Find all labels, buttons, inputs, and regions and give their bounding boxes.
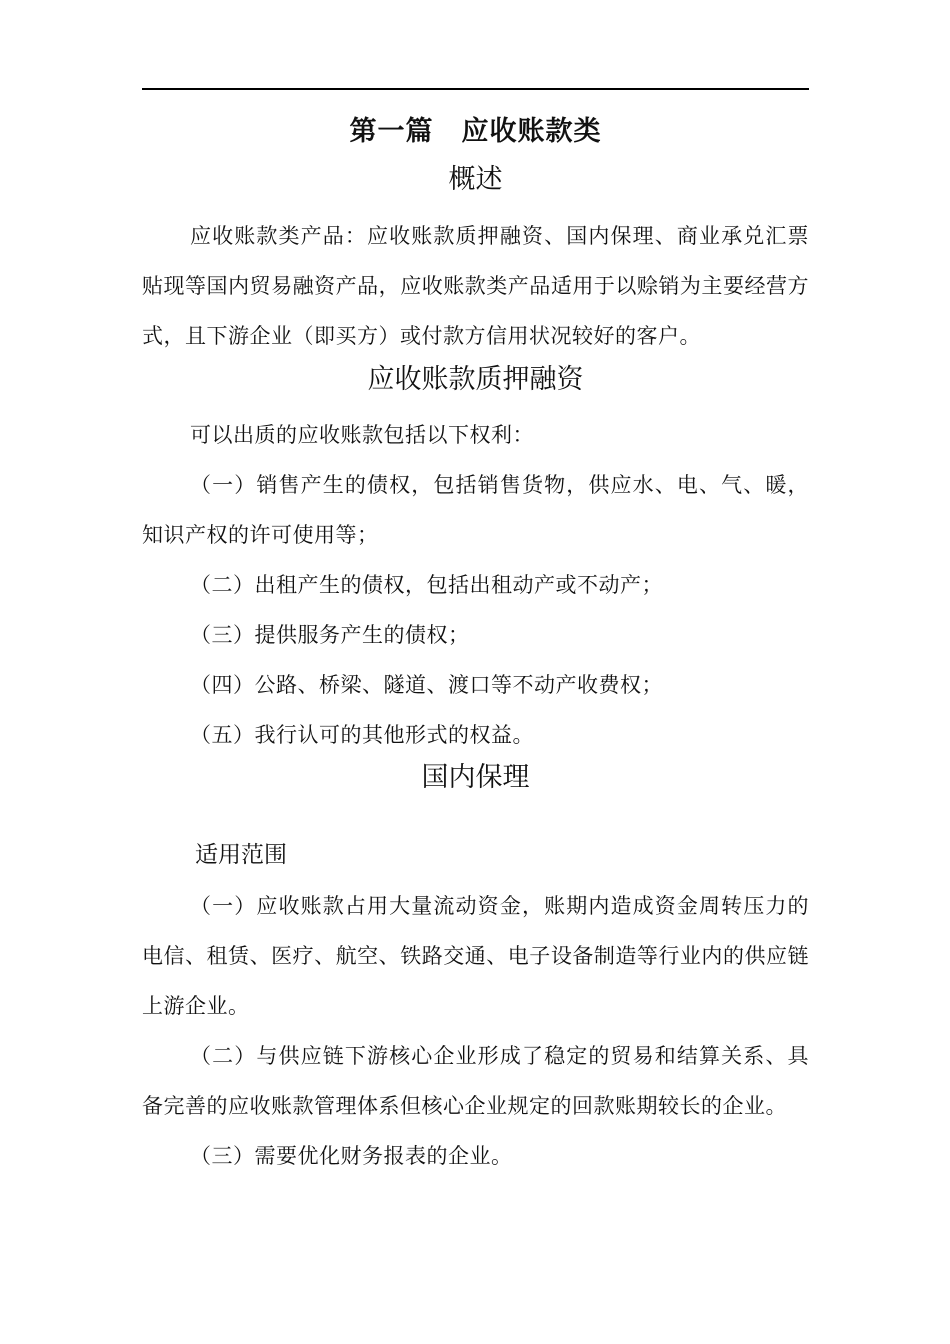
pledge-intro: 可以出质的应收账款包括以下权利： — [190, 423, 534, 447]
pledge-item-4: （四）公路、桥梁、隧道、渡口等不动产收费权； — [190, 673, 663, 697]
factoring-item-2: （二）与供应链下游核心企业形成了稳定的贸易和结算关系、具备完善的应收账款管理体系但核心企业规定的回款账期较长的企业。 — [142, 1044, 809, 1118]
part-number: 第一篇 — [349, 116, 434, 147]
pledge-item-5: （五）我行认可的其他形式的权益。 — [190, 723, 534, 747]
part-name: 应收账款类 — [461, 116, 602, 147]
factoring-subheading: 适用范围 — [195, 842, 287, 868]
pledge-item-3: （三）提供服务产生的债权； — [190, 623, 470, 647]
overview-paragraph: 应收账款类产品：应收账款质押融资、国内保理、商业承兑汇票贴现等国内贸易融资产品，应收账款类产品适用于以赊销为主要经营方式，且下游企业（即买方）或付款方信用状况较好的客户。 — [142, 224, 809, 348]
pledge-item-1: （一）销售产生的债权，包括销售货物，供应水、电、气、暖，知识产权的许可使用等； — [142, 473, 809, 547]
factoring-heading: 国内保理 — [421, 762, 530, 793]
factoring-item-1: （一）应收账款占用大量流动资金，账期内造成资金周转压力的电信、租赁、医疗、航空、铁路交通、电子设备制造等行业内的供应链上游企业。 — [142, 894, 809, 1018]
pledge-heading: 应收账款质押融资 — [367, 364, 584, 395]
factoring-item-3: （三）需要优化财务报表的企业。 — [190, 1144, 513, 1168]
header-rule — [142, 88, 809, 90]
part-title — [142, 112, 809, 152]
overview-heading: 概述 — [448, 164, 503, 195]
pledge-item-2: （二）出租产生的债权，包括出租动产或不动产； — [190, 573, 663, 597]
